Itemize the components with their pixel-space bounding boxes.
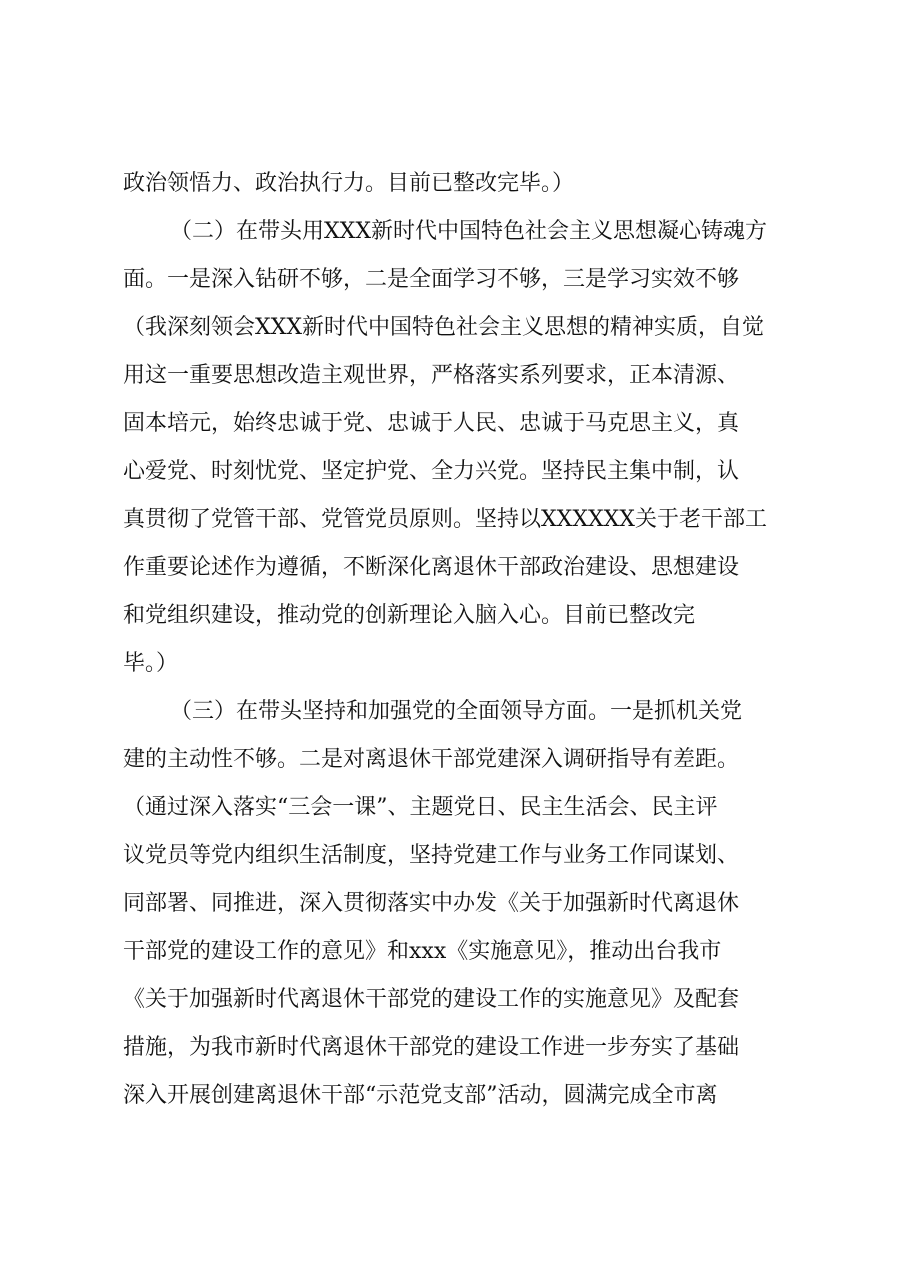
- paragraph-line: 议党员等党内组织生活制度，坚持党建工作与业务工作同谋划、: [123, 843, 740, 868]
- paragraph-line: 毕。）: [123, 651, 179, 676]
- paragraph-line: 固本培元，始终忠诚于党、忠诚于人民、忠诚于马克思主义，真: [123, 411, 740, 436]
- section-heading-line: （三）在带头坚持和加强党的全面领导方面。一是抓机关党: [170, 699, 743, 724]
- section-heading-line: （二）在带头用XXX新时代中国特色社会主义思想凝心铸魂方: [170, 219, 767, 244]
- paragraph-line: 同部署、同推进，深入贯彻落实中办发《关于加强新时代离退休: [123, 891, 740, 916]
- paragraph-line: 心爱党、时刻忧党、坚定护党、全力兴党。坚持民主集中制，认: [123, 459, 740, 484]
- paragraph-line: 真贯彻了党管干部、党管党员原则。坚持以XXXXXX关于老干部工: [123, 507, 767, 532]
- paragraph-line: 用这一重要思想改造主观世界，严格落实系列要求，正本清源、: [123, 363, 740, 388]
- paragraph-line: 作重要论述作为遵循，不断深化离退休干部政治建设、思想建设: [123, 555, 740, 580]
- paragraph-line: 深入开展创建离退休干部“示范党支部”活动，圆满完成全市离: [123, 1083, 718, 1108]
- paragraph-line: 干部党的建设工作的意见》和xxx《实施意见》，推动出台我市: [123, 939, 722, 964]
- paragraph-line: 措施，为我市新时代离退休干部党的建设工作进一步夯实了基础: [123, 1035, 740, 1060]
- paragraph-line: 建的主动性不够。二是对离退休干部党建深入调研指导有差距。: [123, 747, 740, 772]
- paragraph-line: （通过深入落实“三会一课”、主题党日、民主生活会、民主评: [123, 795, 718, 820]
- paragraph-line: （我深刻领会XXX新时代中国特色社会主义思想的精神实质，自觉: [123, 315, 764, 340]
- paragraph-line: 《关于加强新时代离退休干部党的建设工作的实施意见》及配套: [123, 987, 740, 1012]
- paragraph-line: 和党组织建设，推动党的创新理论入脑入心。目前已整改完: [123, 603, 696, 628]
- paragraph-line: 政治领悟力、政治执行力。目前已整改完毕。）: [123, 171, 575, 196]
- paragraph-line: 面。一是深入钻研不够，二是全面学习不够，三是学习实效不够: [123, 267, 740, 292]
